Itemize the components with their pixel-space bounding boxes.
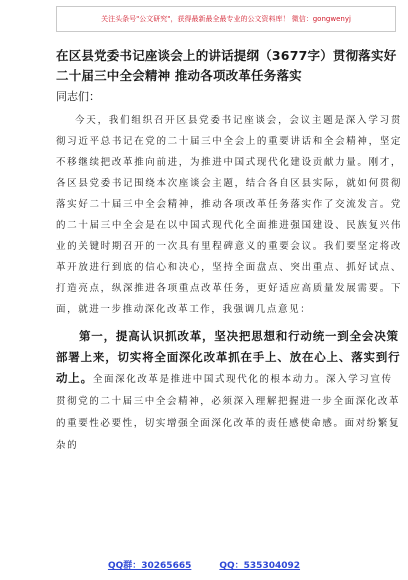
point-one-paragraph [56,326,402,456]
footer-qq-group[interactable]: QQ群：30265665 [107,561,192,571]
opening-paragraph: 今天，我们组织召开区县党委书记座谈会，会议主题是深入学习贯彻习近平总书记在党的二十届三中全会上的重要讲话和全会精神，坚定不移继续把改革推向前进，为推进中国式现代化建设贡献力量。刚才，各区县党委书记围绕本次座谈会主题，结合各自区县实际，就如何贯彻落实好二十届三中全会精神，推动各项改革任务落实作了交流发言。党的二十届三中全会是在以中国式现代化全面推进强国建设、民族复兴伟业的关键时期召开的一次具有里程碑意义的重要会议。我们要坚定将改革开放进行到底的信心和决心，坚持全面盘点、突出重点、抓好试点、打造亮点，纵深推进各项重点改革任务，更好适应高质量发展需要。下面，就进一步推动深化改革工作，我强调几点意见： [56,115,402,315]
footer-qq[interactable]: QQ：535304092 [219,561,301,571]
document-title: 在区县党委书记座谈会上的讲话提纲（3677字）贯彻落实好二十届三中全会精神 推动各项改革任务落实 [56,48,397,83]
point-one-heading: 第一，提高认识抓改革，坚决把思想和行动统一到全会决策部署上来，切实将全面深化改革抓在手上、放在心上、落实到行动上。 [56,329,401,385]
document-page [56,46,402,456]
footer-contacts [0,558,408,580]
header-banner [56,6,396,32]
point-one-body: 全面深化改革是推进中国式现代化的根本动力。深入学习宣传贯彻党的二十届三中全会精神，必须深入理解把握进一步全面深化改革的重要性必要性，切实增强全面深化改革的责任感使命感。面对纷繁复杂的 [56,374,401,451]
salutation: 同志们： [56,90,100,103]
banner-text: 关注头条号"公文研究"，获得最新最全最专业的公文资料库！ 微信：gongwenyj [101,15,351,23]
